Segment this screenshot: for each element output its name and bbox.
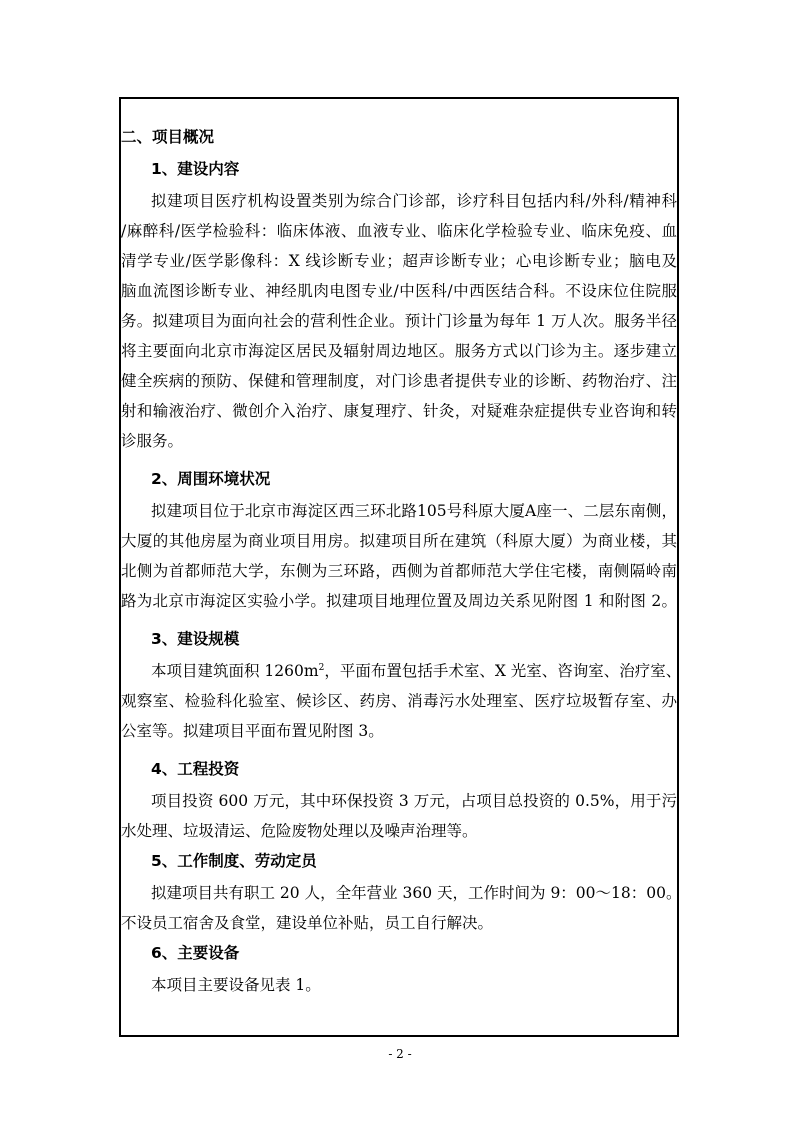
heading-investment: 4、工程投资	[151, 760, 240, 778]
paragraph-line: 拟建项目位于北京市海淀区西三环北路105号科原大厦A座一、二层东南侧，	[151, 502, 677, 520]
paragraph-line: 脑血流图诊断专业、神经肌肉电图专业/中医科/中西医结合科。不设床位住院服	[121, 282, 677, 300]
paragraph-line: 拟建项目共有职工 20 人，全年营业 360 天，工作时间为 9：00～18：00。	[151, 884, 682, 902]
heading-construction-scale: 3、建设规模	[151, 630, 240, 648]
paragraph-line: 务。拟建项目为面向社会的营利性企业。预计门诊量为每年 1 万人次。服务半径	[121, 312, 677, 330]
page-number: - 2 -	[388, 1047, 412, 1061]
paragraph-line: 不设员工宿舍及食堂，建设单位补贴，员工自行解决。	[121, 914, 494, 932]
area-text-suffix: ，平面布置包括手术室、X 光室、咨询室、治疗室、	[324, 662, 682, 680]
content-frame	[119, 97, 682, 1037]
heading-surroundings: 2、周围环境状况	[151, 470, 271, 488]
paragraph-line: 诊服务。	[121, 432, 184, 450]
paragraph-line: 清学专业/医学影像科：X 线诊断专业；超声诊断专业；心电诊断专业；脑电及	[121, 252, 677, 270]
heading-work-schedule: 5、工作制度、劳动定员	[151, 852, 317, 870]
paragraph-line: 将主要面向北京市海淀区居民及辐射周边地区。服务方式以门诊为主。逐步建立	[121, 342, 677, 360]
paragraph-line: 本项目主要设备见表 1。	[151, 976, 321, 994]
paragraph-line: 公室等。拟建项目平面布置见附图 3。	[121, 722, 384, 740]
paragraph-line: 拟建项目医疗机构设置类别为综合门诊部，诊疗科目包括内科/外科/精神科	[151, 192, 677, 210]
paragraph-line: 健全疾病的预防、保健和管理制度，对门诊患者提供专业的诊断、药物治疗、注	[121, 372, 677, 390]
paragraph-line: 北侧为首都师范大学，东侧为三环路，西侧为首都师范大学住宅楼，南侧隔岭南	[121, 562, 677, 580]
superscript: 2	[318, 662, 325, 673]
paragraph-line: 水处理、垃圾清运、危险废物处理以及噪声治理等。	[121, 822, 478, 840]
paragraph-line	[151, 661, 682, 681]
paragraph-line: 项目投资 600 万元，其中环保投资 3 万元，占项目总投资的 0.5%，用于污	[151, 792, 677, 810]
heading-construction-content: 1、建设内容	[151, 160, 240, 178]
paragraph-line: 观察室、检验科化验室、候诊区、药房、消毒污水处理室、医疗垃圾暂存室、办	[121, 692, 677, 710]
paragraph-line: /麻醉科/医学检验科：临床体液、血液专业、临床化学检验专业、临床免疫、血	[121, 222, 677, 240]
heading-main-equipment: 6、主要设备	[151, 944, 240, 962]
area-text: 本项目建筑面积 1260m	[151, 662, 319, 680]
paragraph-line: 射和输液治疗、微创介入治疗、康复理疗、针灸，对疑难杂症提供专业咨询和转	[121, 402, 677, 420]
paragraph-line: 路为北京市海淀区实验小学。拟建项目地理位置及周边关系见附图 1 和附图 2。	[121, 592, 677, 610]
paragraph-line: 大厦的其他房屋为商业项目用房。拟建项目所在建筑（科原大厦）为商业楼，其	[121, 532, 677, 550]
section-title: 二、项目概况	[121, 128, 215, 146]
